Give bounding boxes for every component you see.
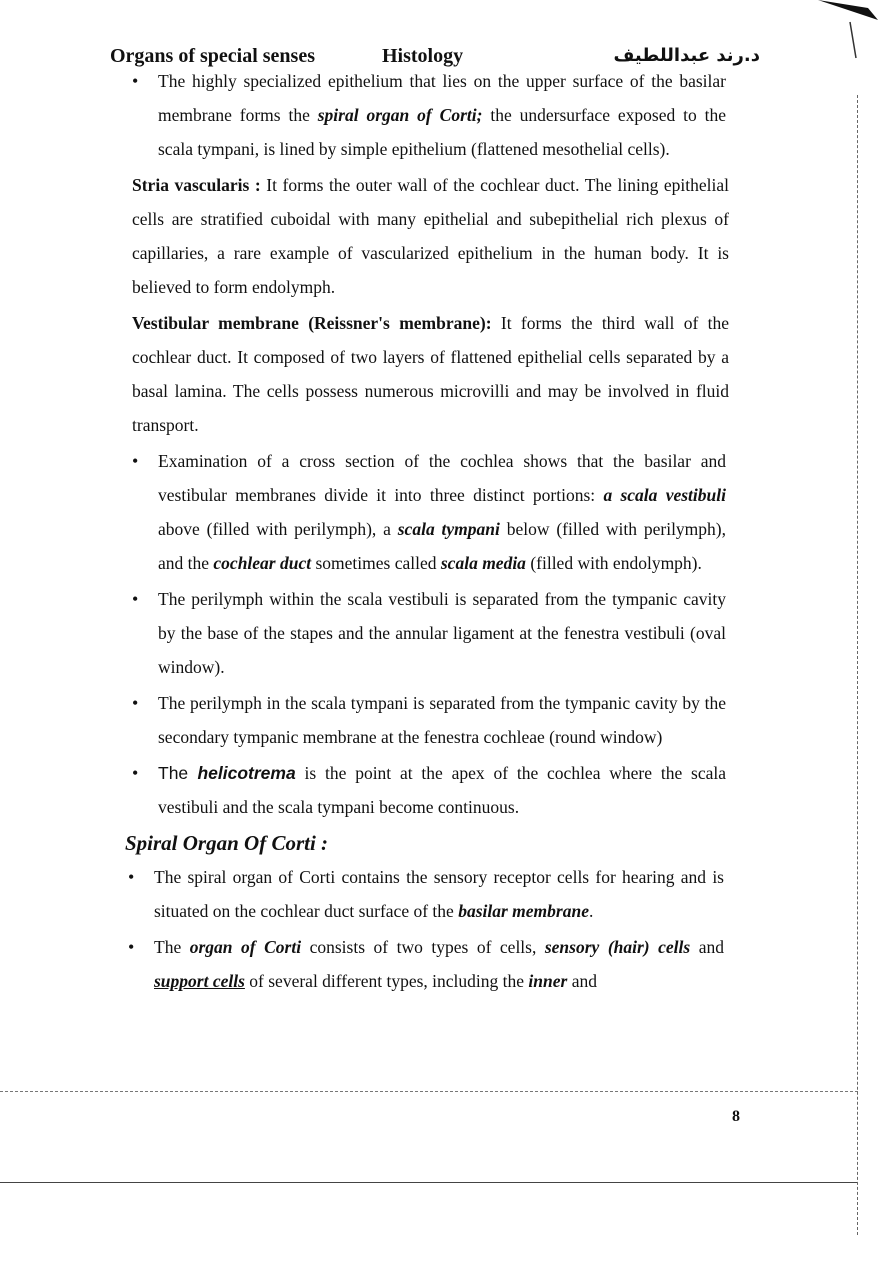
paragraph-vestibular-membrane: Vestibular membrane (Reissner's membrane): It forms the third wall of the cochlear duct. It composed of two layers of flattened epithelial cells separated by a basal lamina. The cells possess numerous microvilli and may be involved in fluid transport.: [132, 313, 729, 435]
page-corner-mark: [808, 0, 893, 60]
paragraph-stria-vascularis: Stria vascularis : It forms the outer wall of the cochlear duct. The lining epithelial cells are stratified cuboidal with many epithelial and subepithelial rich plexus of capillaries, a rare example of vascularized epithelium in the human body. It is believed to form endolymph.: [132, 175, 729, 297]
scan-cut-line: [0, 1091, 858, 1092]
page-edge-line: [857, 95, 858, 1235]
bullet-cochlea-cross-section: • Examination of a cross section of the cochlea shows that the basilar and vestibular membranes divide it into three distinct portions: a scala vestibuli above (filled with perilymph), a scala tympani below (filled with perilymph), and the cochlear duct sometimes called scala media (filled with endolymph).: [0, 444, 726, 580]
header-author: د.رند عبداللطيف: [613, 45, 760, 66]
bullet-organ-corti-cells: • The organ of Corti consists of two types of cells, sensory (hair) cells and support cells of several different types, including the inner and: [0, 930, 724, 998]
page-number: 8: [732, 1108, 740, 1125]
main-content: [0, 64, 893, 998]
bullet-scala-tympani: • The perilymph in the scala tympani is separated from the tympanic cavity by the secondary tympanic membrane at the fenestra cochleae (round window): [0, 686, 726, 754]
bullet-organ-corti-receptors: • The spiral organ of Corti contains the sensory receptor cells for hearing and is situated on the cochlear duct surface of the basilar membrane.: [0, 860, 724, 928]
section-heading-spiral-organ: Spiral Organ Of Corti :: [125, 831, 329, 855]
bullet-helicotrema: • The helicotrema is the point at the apex of the cochlea where the scala vestibuli and the scala tympani become continuous.: [0, 756, 726, 824]
header-subject: Organs of special senses: [110, 45, 315, 67]
page-bottom-rule: [0, 1182, 858, 1183]
bullet-scala-vestibuli: • The perilymph within the scala vestibuli is separated from the tympanic cavity by the base of the stapes and the annular ligament at the fenestra vestibuli (oval window).: [0, 582, 726, 684]
bullet-spiral-organ: • The highly specialized epithelium that lies on the upper surface of the basilar membrane forms the spiral organ of Corti; the undersurface exposed to the scala tympani, is lined by simple epithelium (flattened mesothelial cells).: [0, 64, 726, 166]
header-course: Histology: [382, 45, 464, 67]
